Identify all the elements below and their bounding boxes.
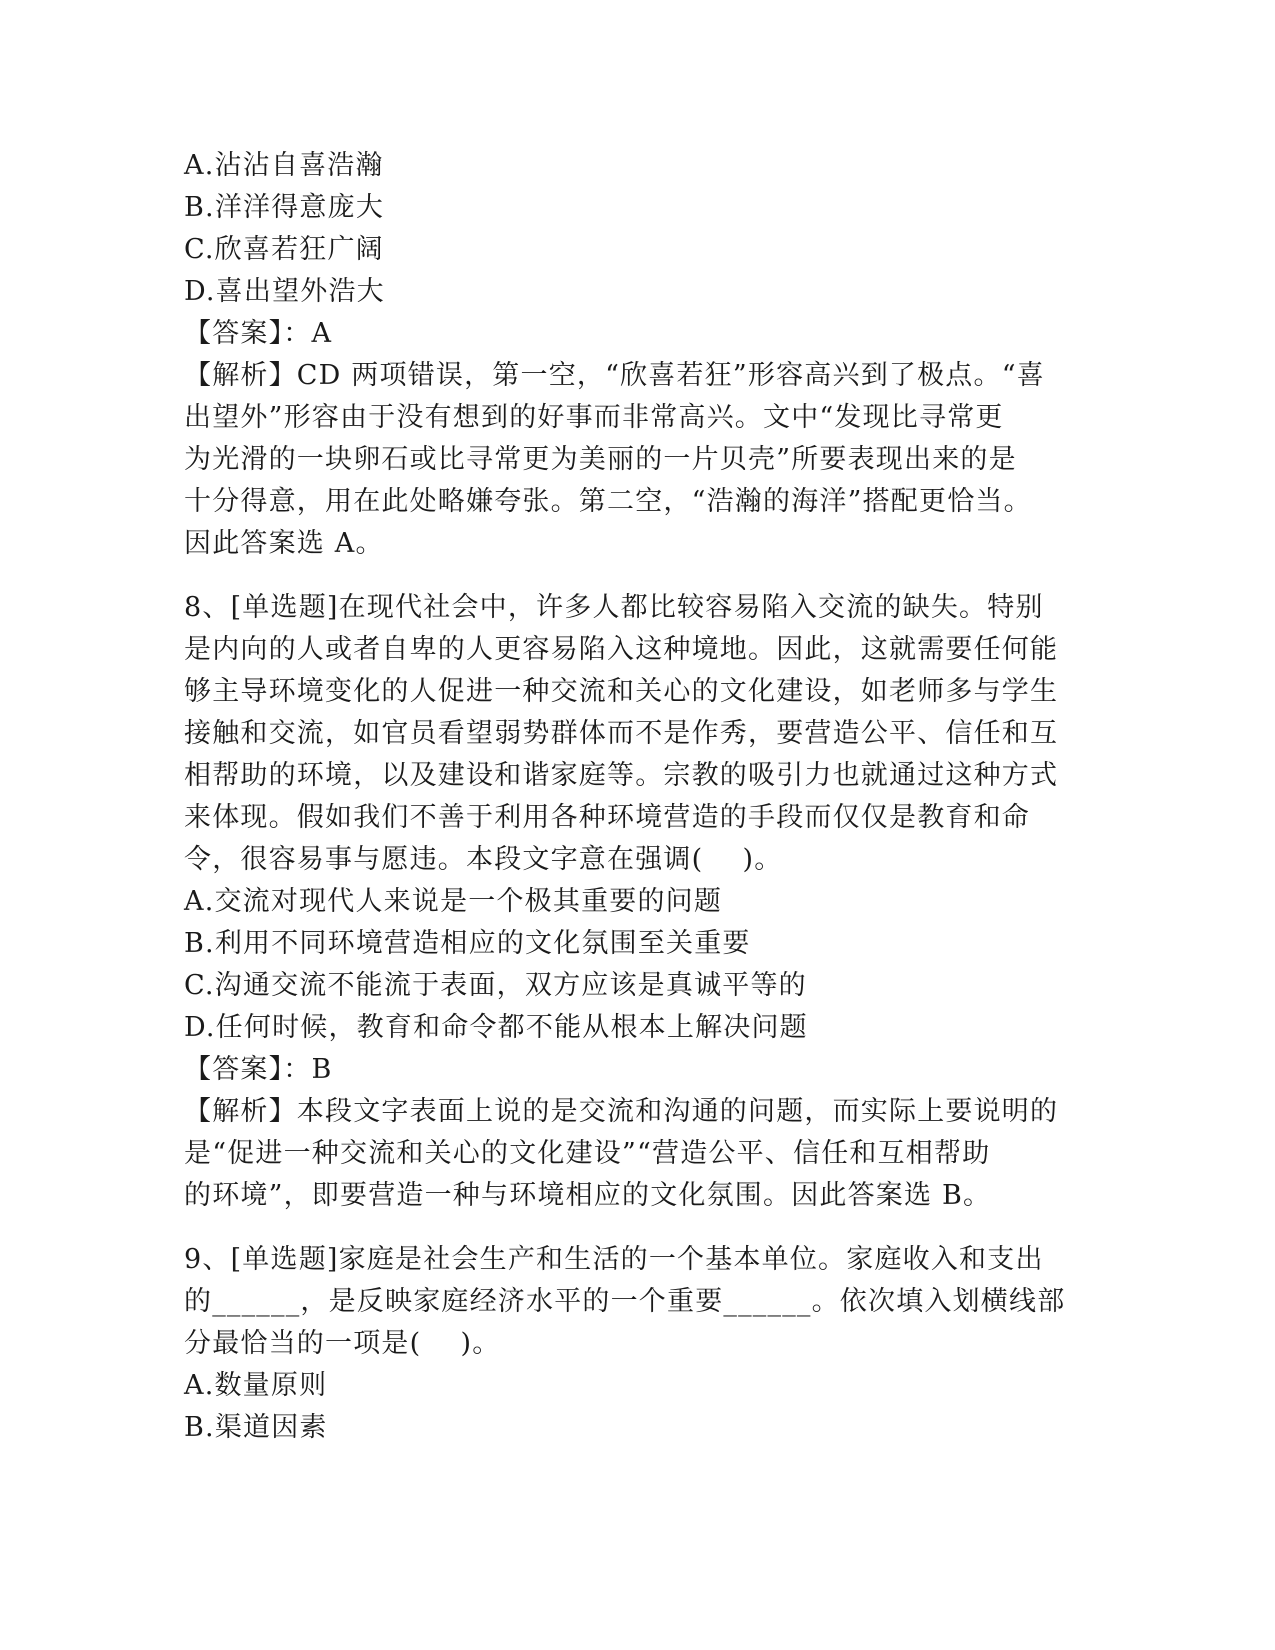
analysis-line: 的环境”，即要营造一种与环境相应的文化氛围。因此答案选 B。 bbox=[184, 1180, 992, 1211]
analysis-line: 【解析】本段文字表面上说的是交流和沟通的问题，而实际上要说明的 bbox=[184, 1096, 1059, 1127]
question-stem-line: 是内向的人或者自卑的人更容易陷入这种境地。因此，这就需要任何能 bbox=[184, 634, 1059, 665]
answer-line: 【答案】：B bbox=[184, 1054, 333, 1085]
question-stem-line: 相帮助的环境，以及建设和谐家庭等。宗教的吸引力也就通过这种方式 bbox=[184, 760, 1059, 791]
option-c: C.欣喜若狂广阔 bbox=[184, 234, 384, 265]
option-a: A.交流对现代人来说是一个极其重要的问题 bbox=[184, 886, 723, 917]
option-d: D.喜出望外浩大 bbox=[184, 276, 385, 307]
answer-line: 【答案】：A bbox=[184, 318, 333, 349]
question-stem-line: 令，很容易事与愿违。本段文字意在强调( )。 bbox=[184, 844, 783, 875]
option-c: C.沟通交流不能流于表面，双方应该是真诚平等的 bbox=[184, 970, 807, 1001]
analysis-line: 【解析】CD 两项错误，第一空，“欣喜若狂”形容高兴到了极点。“喜 bbox=[184, 360, 1045, 391]
question-stem-line: 够主导环境变化的人促进一种交流和关心的文化建设，如老师多与学生 bbox=[184, 676, 1059, 707]
prev-question-block bbox=[184, 145, 1084, 565]
analysis-line: 是“促进一种交流和关心的文化建设”“营造公平、信任和互相帮助 bbox=[184, 1138, 991, 1169]
option-b: B.渠道因素 bbox=[184, 1412, 328, 1443]
question-stem-line: 的______，是反映家庭经济水平的一个重要______。依次填入划横线部 bbox=[184, 1286, 1066, 1317]
document-page bbox=[184, 145, 1084, 1449]
question-stem-line: 8、[单选题]在现代社会中，许多人都比较容易陷入交流的缺失。特别 bbox=[184, 592, 1044, 623]
question-9 bbox=[184, 1239, 1084, 1449]
question-stem-line: 9、[单选题]家庭是社会生产和生活的一个基本单位。家庭收入和支出 bbox=[184, 1244, 1044, 1275]
spacer bbox=[184, 565, 1084, 587]
spacer bbox=[184, 1217, 1084, 1239]
option-d: D.任何时候，教育和命令都不能从根本上解决问题 bbox=[184, 1012, 808, 1043]
option-b: B.洋洋得意庞大 bbox=[184, 192, 385, 223]
option-a: A.沾沾自喜浩瀚 bbox=[184, 150, 384, 181]
question-8 bbox=[184, 587, 1084, 1217]
question-stem-line: 来体现。假如我们不善于利用各种环境营造的手段而仅仅是教育和命 bbox=[184, 802, 1030, 833]
question-stem-line: 分最恰当的一项是( )。 bbox=[184, 1328, 501, 1359]
analysis-line: 因此答案选 A。 bbox=[184, 528, 384, 559]
analysis-line: 十分得意，用在此处略嫌夸张。第二空，“浩瀚的海洋”搭配更恰当。 bbox=[184, 486, 1032, 517]
question-stem-line: 接触和交流，如官员看望弱势群体而不是作秀，要营造公平、信任和互 bbox=[184, 718, 1059, 749]
analysis-line: 出望外”形容由于没有想到的好事而非常高兴。文中“发现比寻常更 bbox=[184, 402, 1004, 433]
analysis-line: 为光滑的一块卵石或比寻常更为美丽的一片贝壳”所要表现出来的是 bbox=[184, 444, 1017, 475]
option-a: A.数量原则 bbox=[184, 1370, 328, 1401]
option-b: B.利用不同环境营造相应的文化氛围至关重要 bbox=[184, 928, 751, 959]
